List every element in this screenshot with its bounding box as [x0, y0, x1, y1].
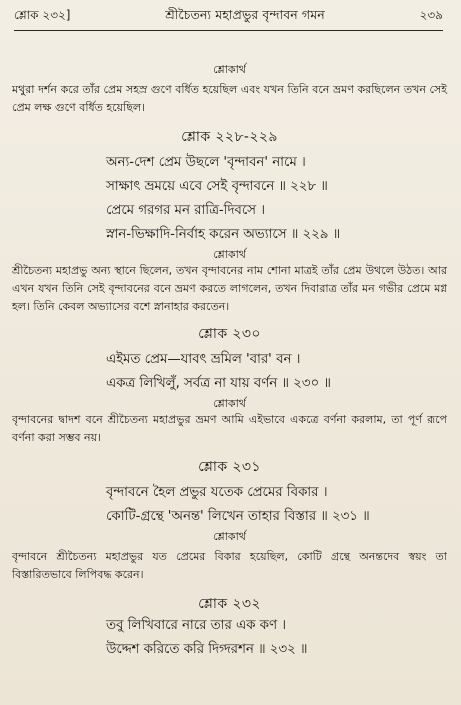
page-body [12, 62, 447, 697]
verse-heading: শ্লোক ২৩১ [198, 459, 261, 475]
page-number: ২৩৯ [419, 8, 443, 22]
translation-label: শ্লোকার্থ [213, 248, 246, 261]
header-verse-ref: শ্লোক ২৩২] [14, 8, 71, 22]
verse-line: সাক্ষাৎ ভ্রময়ে এবে সেই বৃন্দাবনে ॥ ২২৮ ॥ [106, 179, 328, 194]
verse-line: স্নান-ভিক্ষাদি-নির্বাহ করেন অভ্যাসে ॥ ২২৯ ॥ [106, 227, 341, 242]
translation-label: শ্লোকার্থ [213, 63, 246, 76]
header-chapter-title: শ্রীচৈতন্য মহাপ্রভুর বৃন্দাবন গমন [165, 7, 325, 22]
translation-paragraph: বৃন্দাবনে শ্রীচৈতন্য মহাপ্রভুর যত প্রেমের বিকার হয়েছিল, কোটি গ্রন্থে অনন্তদেব স্বয়ং তা বিস্তারিতভাবে লিপিবদ্ধ করেন। [12, 550, 447, 581]
verse-heading: শ্লোক ২২৮-২২৯ [181, 129, 278, 145]
verse-line: তবু লিখিবারে নারে তার এক কণ । [106, 618, 287, 633]
verse-line: এইমত প্রেম—যাবৎ ভ্রমিল 'বার' বন । [106, 352, 301, 367]
translation-paragraph: শ্রীচৈতন্য মহাপ্রভু অন্য স্থানে ছিলেন, তখন বৃন্দাবনের নাম শোনা মাত্রই তাঁর প্রেম উথলে উঠত। আর এখন যখন তিনি সেই বৃন্দাবনের বনে ভ্রমণ করতে লাগলেন, তখন দিবারাত্র তাঁর মন গভীর প্রেমে মগ্ন হল। তিনি কেবল অভ্যাসের বশে স্নানাহার করতেন। [12, 264, 447, 313]
verse-line: একত্র লিখিলুঁ, সর্বত্র না যায় বর্ণন ॥ ২৩০ ॥ [106, 376, 331, 391]
verse-line: কোটি-গ্রন্থে 'অনন্ত' লিখেন তাহার বিস্তার ॥ ২৩১ ॥ [106, 509, 370, 524]
page-header [14, 4, 443, 31]
translation-label: শ্লোকার্থ [213, 530, 246, 543]
verse-line: প্রেমে গরগর মন রাত্রি-দিবসে । [106, 203, 265, 218]
verse-line: বৃন্দাবনে হৈল প্রভুর যতেক প্রেমের বিকার । [106, 485, 328, 500]
verse-line: অন্য-দেশ প্রেম উছলে 'বৃন্দাবন' নামে । [106, 155, 306, 170]
translation-label: শ্লোকার্থ [213, 397, 246, 410]
translation-paragraph: মথুরা দর্শন করে তাঁর প্রেম সহস্র গুণে বর্ধিত হয়েছিল এবং যখন তিনি বনে ভ্রমণ করছিলেন তখন সেই প্রেম লক্ষ গুণে বর্ধিত হয়েছিল। [12, 83, 447, 114]
translation-paragraph: বৃন্দাবনের দ্বাদশ বনে শ্রীচৈতন্য মহাপ্রভুর ভ্রমণ আমি এইভাবে একত্রে বর্ণনা করলাম, তা পূর্ণ রূপে বর্ণনা করা সম্ভব নয়। [12, 413, 447, 444]
verse-heading: শ্লোক ২৩২ [198, 596, 261, 612]
verse-line: উদ্দেশ করিতে করি দিগ্দরশন ॥ ২৩২ ॥ [106, 642, 308, 657]
verse-heading: শ্লোক ২৩০ [198, 326, 261, 342]
